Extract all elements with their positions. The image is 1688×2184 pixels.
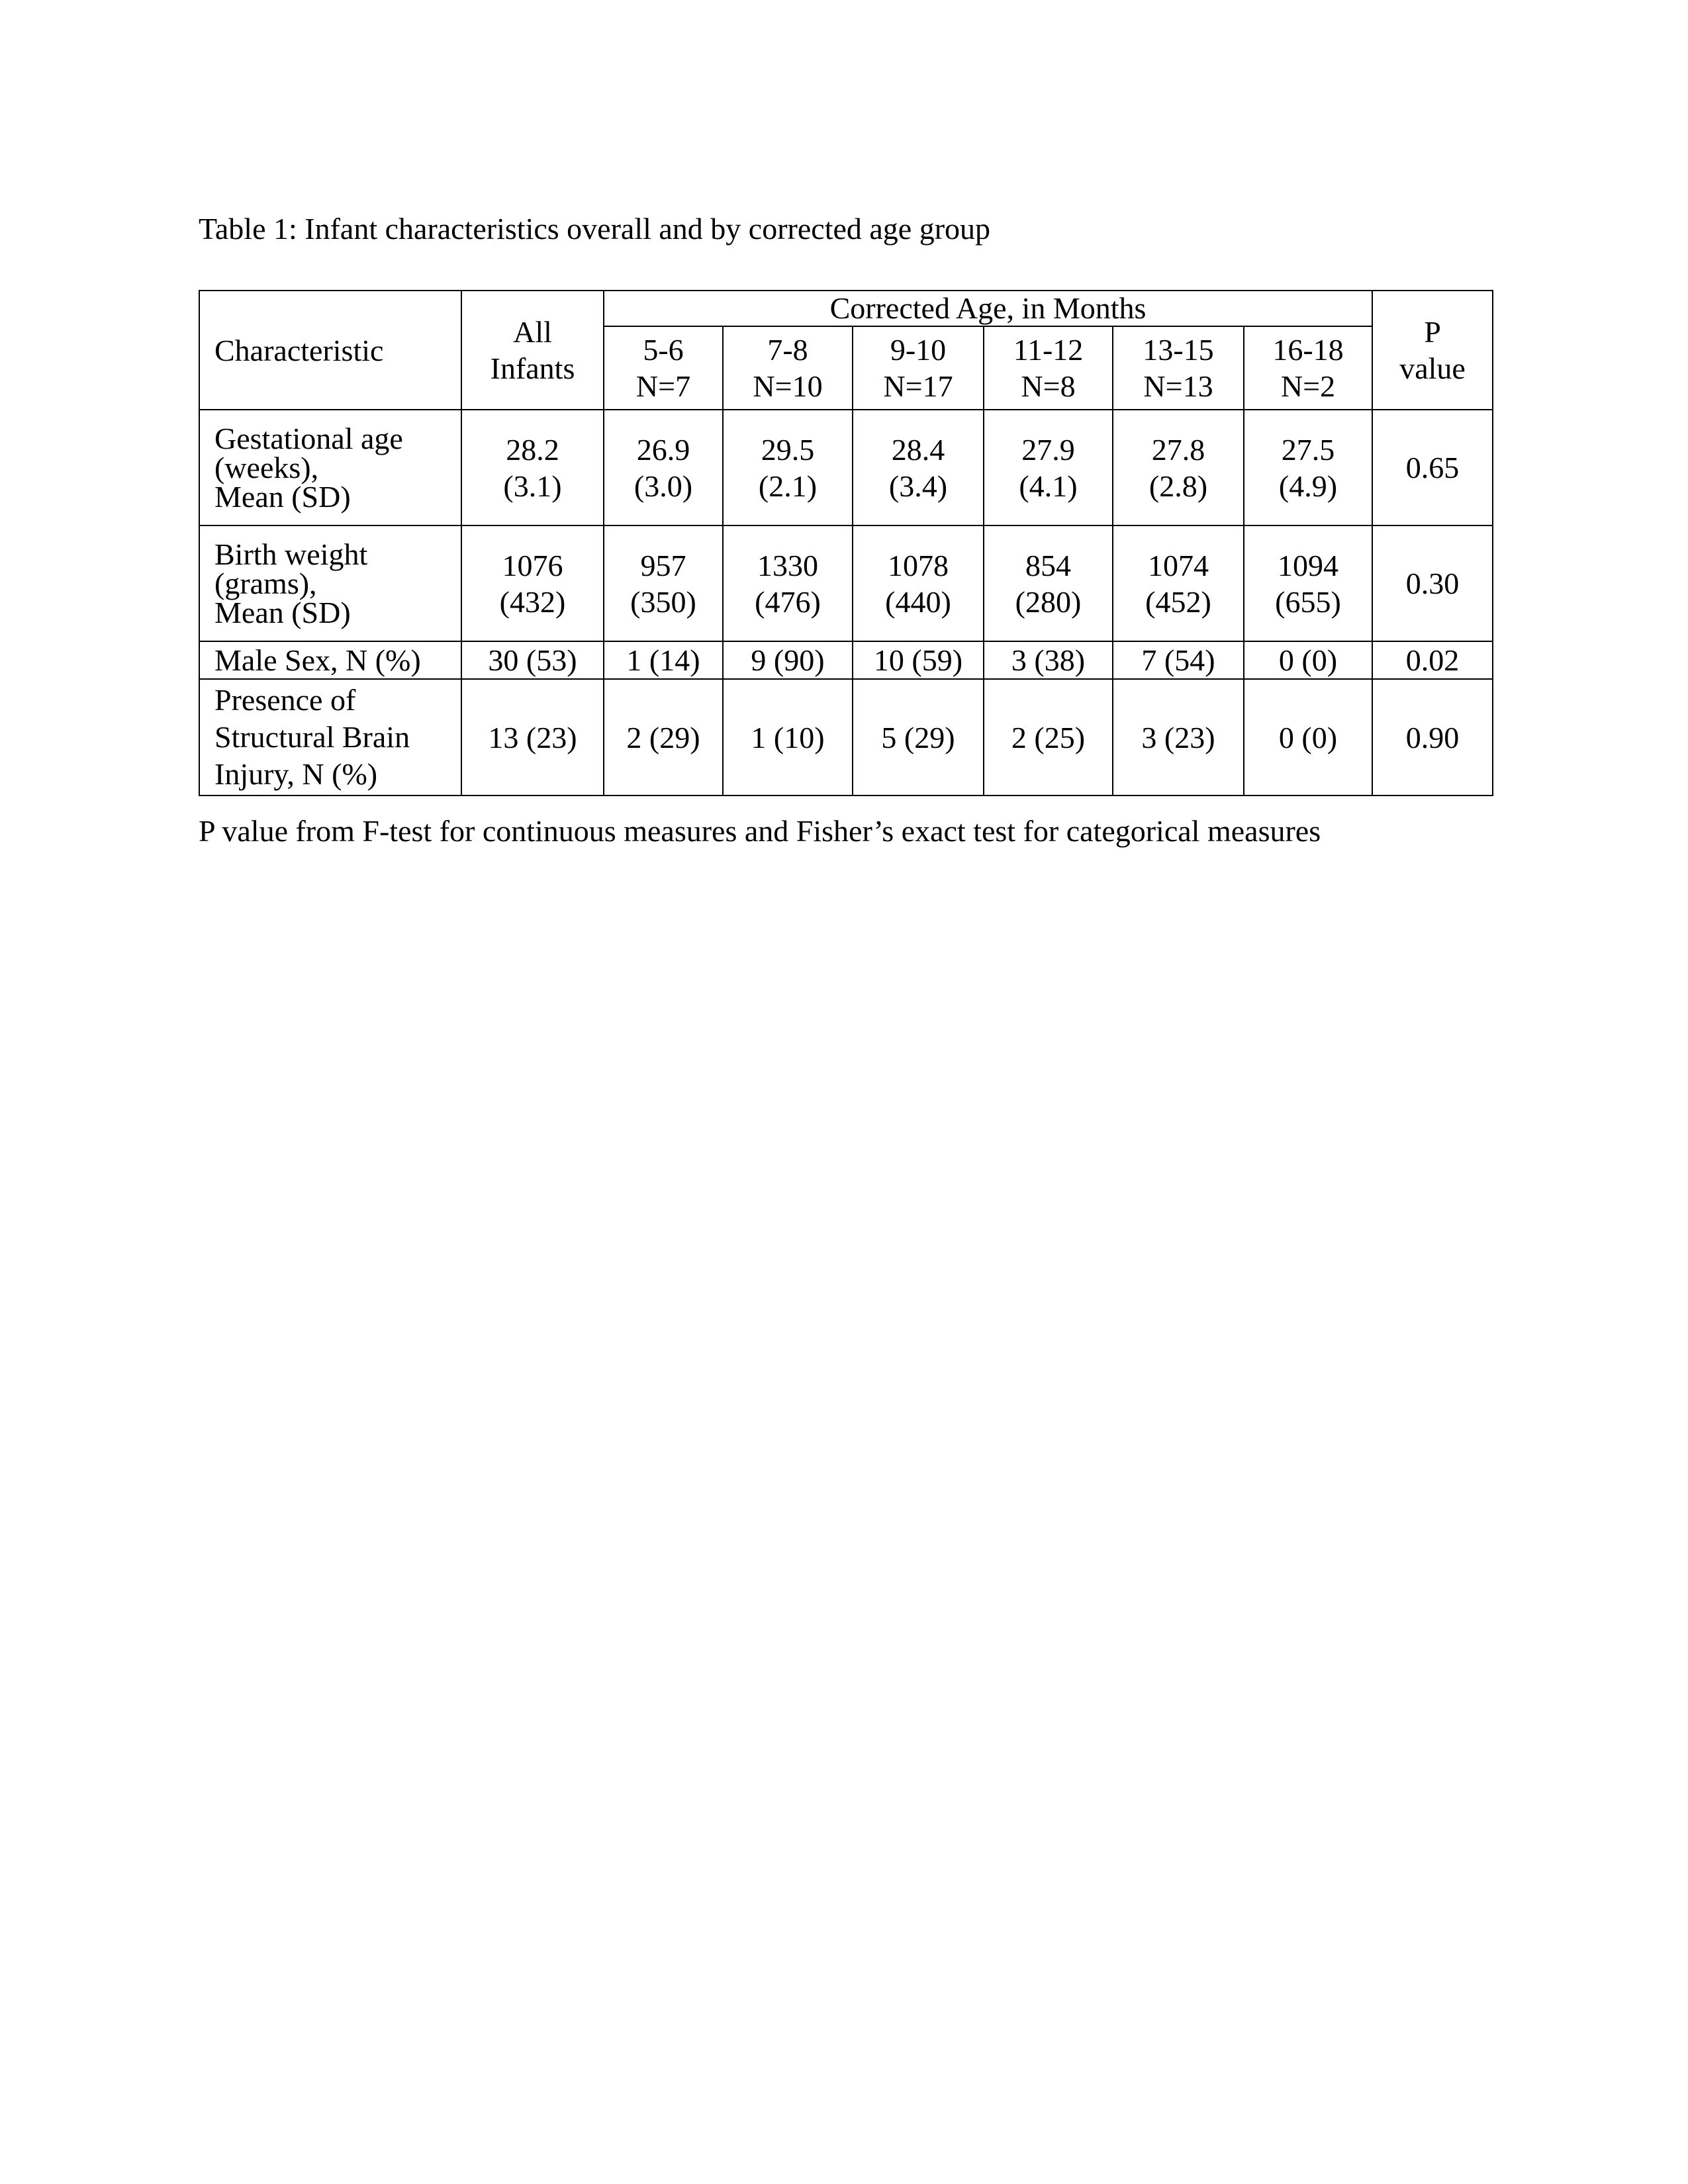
age-group-n: N=2 <box>1280 369 1336 403</box>
cell-sd: (432) <box>499 584 566 619</box>
cell-sd: (350) <box>630 584 696 619</box>
header-age-group <box>1113 326 1244 410</box>
row-label <box>199 525 461 641</box>
cell-mean: 1094 <box>1278 548 1338 582</box>
cell-mean: 1076 <box>502 548 563 582</box>
cell-mean: 854 <box>1025 548 1071 582</box>
cell-age-group: 1 (10) <box>723 679 853 796</box>
row-label-line: Injury, N (%) <box>214 757 378 791</box>
cell-age-group <box>1244 525 1372 641</box>
age-group-n: N=17 <box>883 369 953 403</box>
age-group-range: 11-12 <box>1013 333 1084 367</box>
header-all-infants <box>461 291 604 410</box>
cell-age-group <box>723 525 853 641</box>
header-age-group <box>604 326 723 410</box>
row-label-line: (weeks), <box>214 450 319 484</box>
cell-mean: 1074 <box>1148 548 1209 582</box>
age-group-range: 5-6 <box>643 333 684 367</box>
header-row-top <box>199 291 1493 326</box>
table-row <box>199 410 1493 525</box>
age-group-range: 13-15 <box>1143 333 1214 367</box>
header-age-group <box>723 326 853 410</box>
age-group-n: N=13 <box>1143 369 1213 403</box>
cell-age-group: 5 (29) <box>853 679 984 796</box>
header-all-infants-line: All <box>513 315 552 349</box>
row-label-line: Gestational age <box>214 421 403 455</box>
row-label: Male Sex, N (%) <box>199 641 461 679</box>
cell-all-infants <box>461 525 604 641</box>
cell-age-group <box>984 525 1113 641</box>
cell-sd: (3.0) <box>633 469 693 503</box>
header-age-group <box>853 326 984 410</box>
cell-mean: 28.4 <box>891 432 945 467</box>
cell-sd: (440) <box>885 584 951 619</box>
age-group-n: N=7 <box>635 369 691 403</box>
age-group-range: 7-8 <box>767 333 808 367</box>
row-label <box>199 679 461 796</box>
table-row <box>199 525 1493 641</box>
header-corrected-age: Corrected Age, in Months <box>604 291 1372 326</box>
cell-sd: (3.4) <box>888 469 948 503</box>
cell-p-value: 0.65 <box>1372 410 1493 525</box>
cell-mean: 1078 <box>888 548 949 582</box>
cell-p-value: 0.02 <box>1372 641 1493 679</box>
cell-sd: (280) <box>1015 584 1082 619</box>
cell-age-group: 3 (38) <box>984 641 1113 679</box>
header-p-value <box>1372 291 1493 410</box>
cell-age-group: 9 (90) <box>723 641 853 679</box>
cell-age-group: 1 (14) <box>604 641 723 679</box>
cell-sd: (452) <box>1145 584 1211 619</box>
table-caption: Table 1: Infant characteristics overall and by corrected age group <box>199 212 991 246</box>
header-all-infants-line: Infants <box>490 351 575 385</box>
cell-p-value: 0.90 <box>1372 679 1493 796</box>
cell-sd: (2.1) <box>758 469 818 503</box>
cell-sd: (2.8) <box>1149 469 1208 503</box>
cell-mean: 957 <box>640 548 686 582</box>
row-label <box>199 410 461 525</box>
row-label-line: Presence of <box>214 683 356 717</box>
cell-age-group <box>604 410 723 525</box>
table-row <box>199 679 1493 796</box>
cell-all-infants: 13 (23) <box>461 679 604 796</box>
header-age-group <box>984 326 1113 410</box>
cell-age-group <box>853 525 984 641</box>
age-group-n: N=10 <box>753 369 823 403</box>
cell-p-value: 0.30 <box>1372 525 1493 641</box>
row-label-line: (grams), <box>214 566 317 600</box>
cell-all-infants <box>461 410 604 525</box>
cell-mean: 27.5 <box>1281 432 1335 467</box>
cell-age-group: 0 (0) <box>1244 679 1372 796</box>
cell-sd: (3.1) <box>503 469 562 503</box>
cell-age-group: 10 (59) <box>853 641 984 679</box>
cell-mean: 26.9 <box>636 432 690 467</box>
table-footnote: P value from F-test for continuous measures and Fisher’s exact test for categorical measures <box>199 814 1321 848</box>
header-p-value-line: value <box>1399 351 1466 385</box>
row-label-line: Mean (SD) <box>214 595 351 629</box>
header-characteristic: Characteristic <box>199 291 461 410</box>
cell-age-group <box>1113 525 1244 641</box>
header-p-value-line: P <box>1424 315 1441 349</box>
cell-age-group <box>604 525 723 641</box>
row-label-line: Birth weight <box>214 537 368 571</box>
age-group-range: 9-10 <box>890 333 947 367</box>
cell-mean: 28.2 <box>506 432 559 467</box>
cell-sd: (4.9) <box>1278 469 1338 503</box>
cell-age-group: 2 (25) <box>984 679 1113 796</box>
cell-age-group: 3 (23) <box>1113 679 1244 796</box>
cell-mean: 29.5 <box>761 432 815 467</box>
header-age-group <box>1244 326 1372 410</box>
cell-sd: (4.1) <box>1019 469 1078 503</box>
cell-mean: 27.9 <box>1021 432 1075 467</box>
cell-age-group <box>984 410 1113 525</box>
cell-sd: (476) <box>755 584 821 619</box>
age-group-n: N=8 <box>1021 369 1076 403</box>
cell-sd: (655) <box>1275 584 1341 619</box>
cell-mean: 27.8 <box>1151 432 1205 467</box>
cell-mean: 1330 <box>757 548 818 582</box>
cell-age-group <box>1244 410 1372 525</box>
row-label-line: Structural Brain <box>214 720 410 754</box>
cell-age-group <box>1113 410 1244 525</box>
cell-age-group: 2 (29) <box>604 679 723 796</box>
cell-age-group: 0 (0) <box>1244 641 1372 679</box>
cell-age-group <box>723 410 853 525</box>
row-label-line: Mean (SD) <box>214 479 351 514</box>
infant-characteristics-table <box>199 290 1493 796</box>
cell-age-group <box>853 410 984 525</box>
cell-age-group: 7 (54) <box>1113 641 1244 679</box>
age-group-range: 16-18 <box>1272 333 1344 367</box>
cell-all-infants: 30 (53) <box>461 641 604 679</box>
table-row <box>199 641 1493 679</box>
